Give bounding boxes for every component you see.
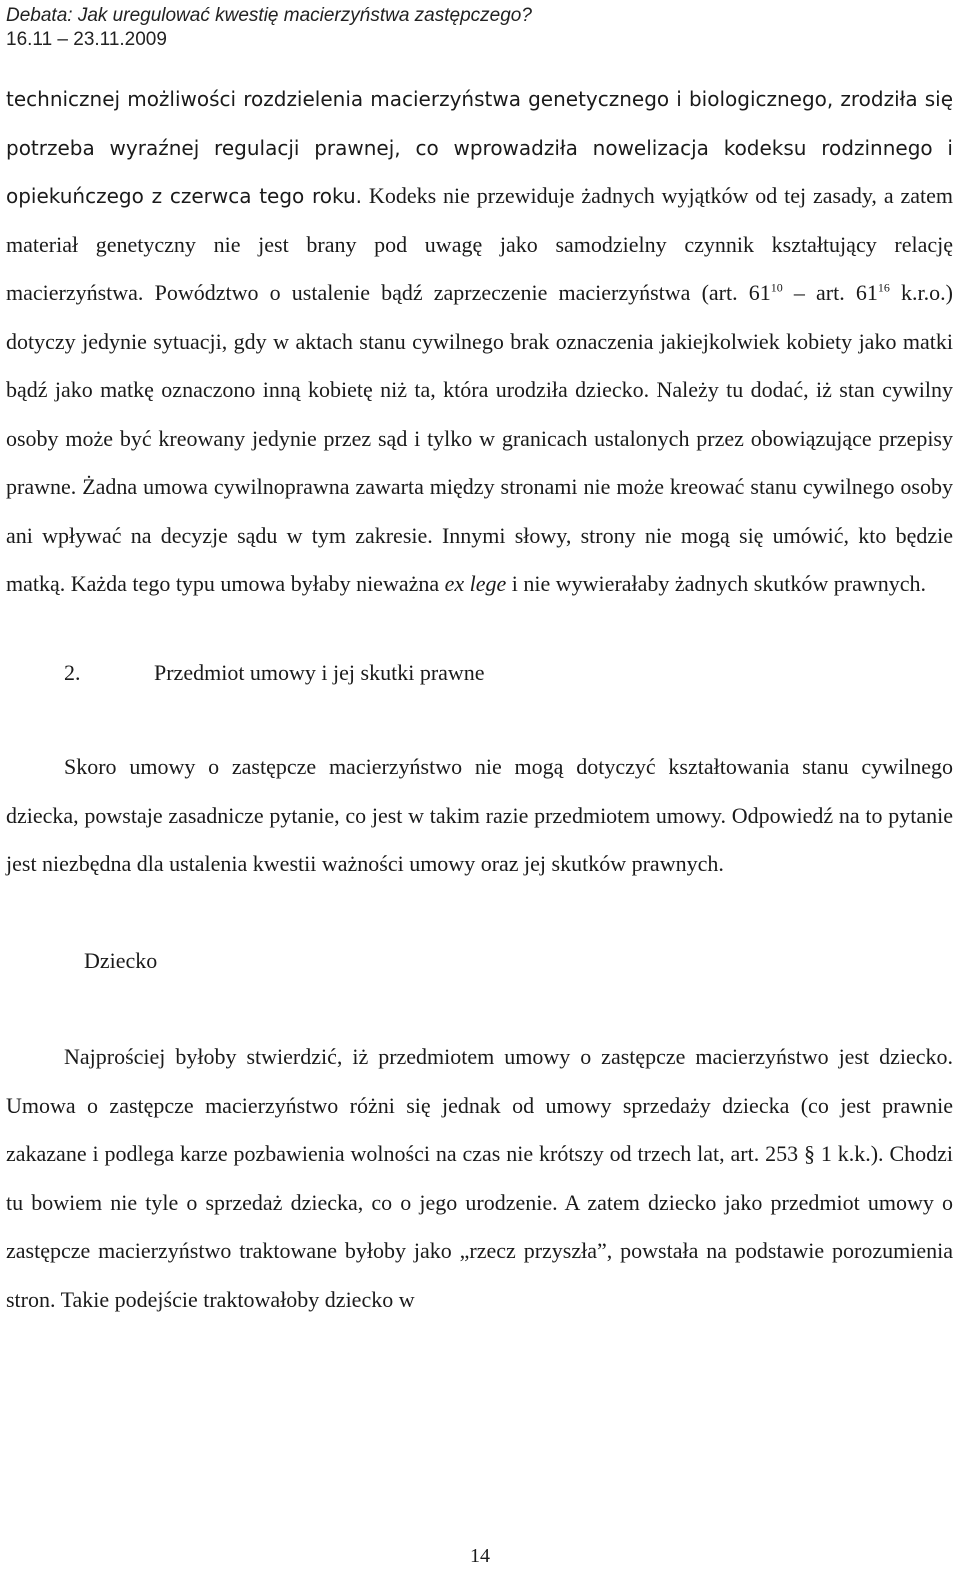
- document-header: [6, 4, 532, 52]
- superscript-16: 16: [877, 280, 890, 295]
- superscript-10: 10: [770, 280, 783, 295]
- paragraph-1-text-d: i nie wywierałaby żadnych skutków prawnych.: [506, 571, 927, 596]
- section-number: 2.: [64, 659, 81, 685]
- page-body: [6, 75, 953, 1324]
- header-title: Debata: Jak uregulować kwestię macierzyństwa zastępczego?: [6, 5, 532, 26]
- paragraph-3: Najprościej byłoby stwierdzić, iż przedmiotem umowy o zastępcze macierzyństwo jest dziecko. Umowa o zastępcze macierzyństwo różni się jednak od umowy sprzedaży dziecka (co jest prawnie zakazane i podlega karze pozbawienia wolności na czas nie krótszy od trzech lat, art. 253 § 1 k.k.). Chodzi tu bowiem nie tyle o sprzedaż dziecka, co o jego urodzenie. A zatem dziecko jako przedmiot umowy o zastępcze macierzyństwo traktowane byłoby jako „rzecz przyszła”, powstała na podstawie porozumienia stron. Takie podejście traktowałoby dziecko w: [6, 1044, 953, 1312]
- subheading-dziecko: Dziecko: [84, 947, 158, 973]
- paragraph-1-sans-text: technicznej możliwości rozdzielenia macierzyństwa genetycznego i biologicznego, zrodziła się potrzeba wyraźnej regulacji prawnej, co wprowadziła nowelizacja kodeksu rodzinnego i opiekuńczego z czerwca tego roku.: [6, 87, 953, 208]
- paragraph-2: Skoro umowy o zastępcze macierzyństwo nie mogą dotyczyć kształtowania stanu cywilnego dziecka, powstaje zasadnicze pytanie, co jest w takim razie przedmiotem umowy. Odpowiedź na to pytanie jest niezbędna dla ustalenia kwestii ważności umowy oraz jej skutków prawnych.: [6, 754, 953, 876]
- paragraph-1-text-b: – art. 61: [782, 280, 878, 305]
- section-heading: [6, 649, 953, 698]
- section-title: Przedmiot umowy i jej skutki prawne: [154, 659, 485, 685]
- paragraph-1: [6, 75, 953, 609]
- latin-phrase: ex lege: [444, 571, 507, 596]
- paragraph-1-text-a: Kodeks nie przewiduje żadnych wyjątków od tej zasady, a zatem materiał genetyczny nie jest brany pod uwagę jako samodzielny czynnik kształtujący relację macierzyństwa. Powództwo o ustalenie bądź zaprzeczenie macierzyństwa (art. 61: [6, 183, 953, 305]
- paragraph-1-text-c: k.r.o.) dotyczy jedynie sytuacji, gdy w aktach stanu cywilnego brak oznaczenia jakiejkolwiek kobiety jako matki bądź jako matkę oznaczono inną kobietę niż ta, która urodziła dziecko. Należy tu dodać, iż stan cywilny osoby może być kreowany jedynie przez sąd i tylko w granicach ustalonych przez obowiązujące przepisy prawne. Żadna umowa cywilnoprawna zawarta między stronami nie może kreować stanu cywilnego osoby ani wpływać na decyzje sądu w tym zakresie. Innymi słowy, strony nie mogą się umówić, kto będzie matką. Każda tego typu umowa byłaby nieważna: [6, 280, 953, 596]
- page-number: 14: [470, 1545, 490, 1567]
- header-dates: 16.11 – 23.11.2009: [6, 29, 167, 50]
